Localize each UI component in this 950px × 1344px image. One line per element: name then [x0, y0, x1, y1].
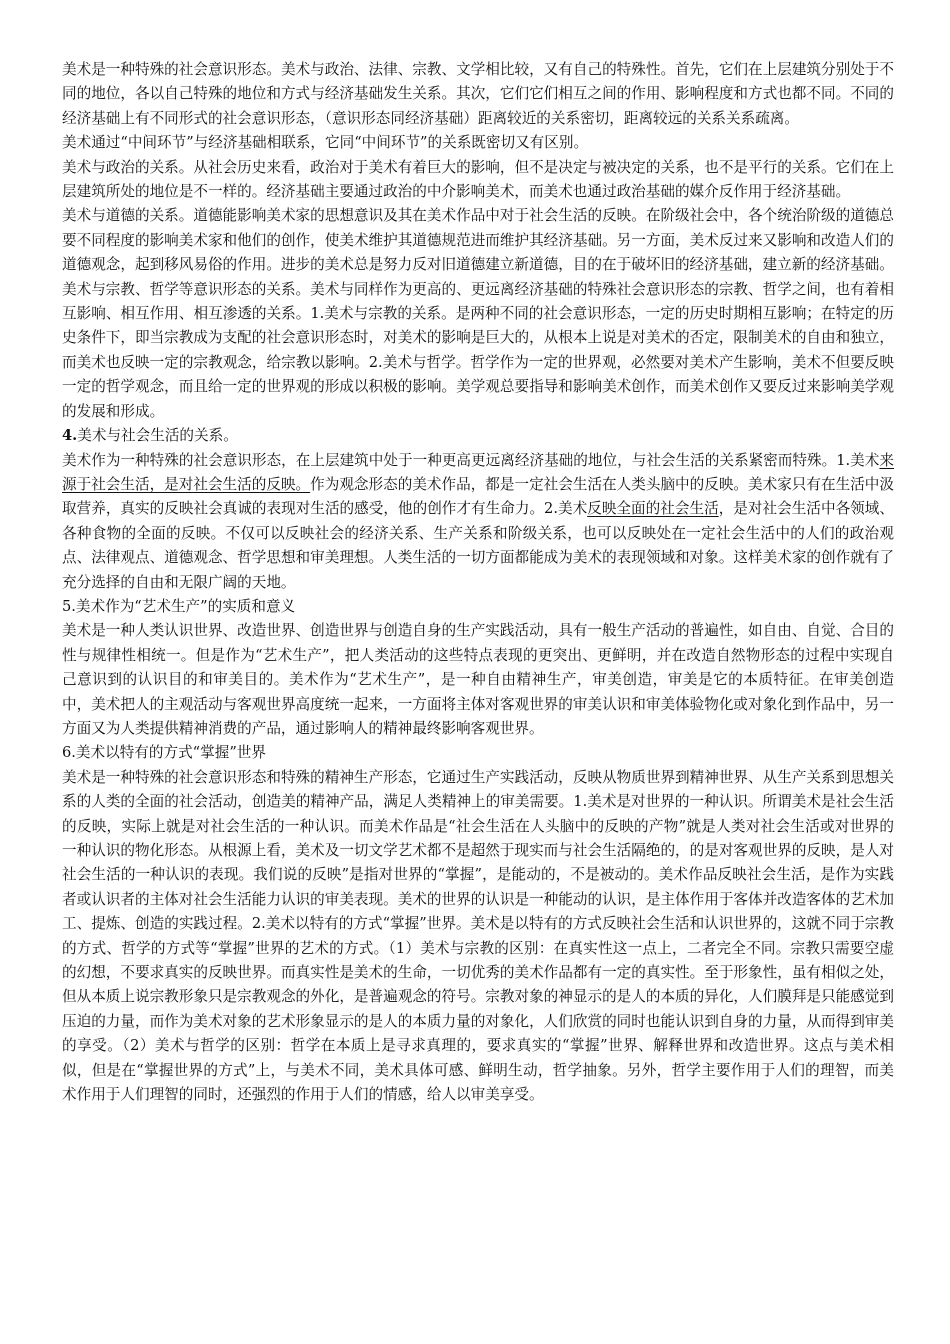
paragraph-art-morality: 美术与道德的关系。道德能影响美术家的思想意识及其在美术作品中对于社会生活的反映。在阶级社会中，各个统治阶级的道德总要不同程度的影响美术家和他们的创作，使美术维护其道德规范进而维护其经济基础。另一方面，美术反过来又影响和改造人们的道德观念，起到移风易俗的作用。进步的美术总是努力反对旧道德建立新道德，目的在于破坏旧的经济基础，建立新的经济基础。 [62, 207, 894, 274]
section-5-heading: 5.美术作为“艺术生产”的实质和意义 [62, 597, 296, 615]
section-6-heading: 6.美术以特有的方式“掌握”世界 [62, 744, 266, 762]
paragraph-art-religion-philosophy: 美术与宗教、哲学等意识形态的关系。美术与同样作为更高的、更远离经济基础的特殊社会意识形态的宗教、哲学之间，也有着相互影响、相互作用、相互渗透的关系。1.美术与宗教的关系。是两种不同的社会意识形态，一定的历史时期相互影响；在特定的历史条件下，即当宗教成为支配的社会意识形态时，对美术的影响是巨大的，从根本上说是对美术的否定，限制美术的自由和独立，而美术也反映一定的宗教观念，给宗教以影响。2.美术与哲学。哲学作为一定的世界观，必然要对美术产生影响，美术不但要反映一定的哲学观念，而且给一定的世界观的形成以积极的影响。美学观总要指导和影响美术创作，而美术创作又要反过来影响美学观的发展和形成。 [62, 280, 894, 420]
section-4-text-b: 作为观念形态的美术作品，都是一定社会生活在人类头脑中的反映。美术家只有在生活中汲取营养，真实的反映社会真诚的表现对生活的感受，他的创作才有生命力。2.美术 [62, 475, 894, 518]
section-4-underlined-1: 来源于社会生活，是对社会生活的反映。 [62, 451, 894, 493]
document-page [62, 58, 894, 1107]
section-6-paragraph: 美术是一种特殊的社会意识形态和特殊的精神生产形态，它通过生产实践活动，反映从物质世界到精神世界、从生产关系到思想关系的人类的全面的社会活动，创造美的精神产品，满足人类精神上的审美需要。1.美术是对世界的一种认识。所谓美术是社会生活的反映，实际上就是对社会生活的一种认识。而美术作品是“社会生活在人头脑中的反映的产物”就是人类对社会生活或对世界的一种认识的物化形态。从根源上看，美术及一切文学艺术都不是超然于现实而与社会生活隔绝的，的是对客观世界的反映，是人对社会生活的一种认识的表现。我们说的反映”是指对世界的“掌握”，是能动的，不是被动的。美术作品反映社会生活，是作为实践者或认识者的主体对社会生活能力认识的审美表现。美术的世界的认识是一种能动的认识，是主体作用于客体并改造客体的艺术加工、提炼、创造的实践过程。2.美术以特有的方式“掌握”世界。美术是以特有的方式反映社会生活和认识世界的，这就不同于宗教的方式、哲学的方式等“掌握”世界的艺术的方式。（1）美术与宗教的区别：在真实性这一点上，二者完全不同。宗教只需要空虚的幻想，不要求真实的反映世界。而真实性是美术的生命，一切优秀的美术作品都有一定的真实性。至于形象性，虽有相似之处，但从本质上说宗教形象只是宗教观念的外化，是普遍观念的符号。宗教对象的神显示的是人的本质的异化，人们膜拜是只能感觉到压迫的力量，而作为美术对象的艺术形象显示的是人的本质力量的对象化，人们欣赏的同时也能认识到自身的力量，从而得到审美的享受。（2）美术与哲学的区别：哲学在本质上是寻求真理的，要求真实的“掌握”世界、解释世界和改造世界。这点与美术相似，但是在“掌握世界的方式”上，与美术不同，美术具体可感、鲜明生动，哲学抽象。另外，哲学主要作用于人们的理智，而美术作用于人们理智的同时，还强烈的作用于人们的情感，给人以审美享受。 [62, 768, 894, 1104]
section-4-text-a: 美术作为一种特殊的社会意识形态，在上层建筑中处于一种更高更远离经济基础的地位，与社会生活的关系紧密而特殊。1.美术 [62, 451, 880, 469]
section-4-underlined-2: 反映全面的社会生活 [587, 500, 719, 518]
paragraph-art-politics: 美术与政治的关系。从社会历史来看，政治对于美术有着巨大的影响，但不是决定与被决定的关系，也不是平行的关系。它们在上层建筑所处的地位是不一样的。经济基础主要通过政治的中介影响美术，而美术也通过政治基础的媒介反作用于经济基础。 [62, 158, 894, 201]
section-4-paragraph [62, 449, 894, 595]
section-4-text-c: ，是对社会生活中各领域、各种食物的全面的反映。不仅可以反映社会的经济关系、生产关系和阶级关系，也可以反映处在一定社会生活中的人们的政治观点、法律观点、道德观念、哲学思想和审美理想。人类生活的一切方面都能成为美术的表现领域和对象。这样美术家的创作就有了充分选择的自由和无限广阔的天地。 [62, 500, 894, 591]
section-5-paragraph: 美术是一种人类认识世界、改造世界、创造世界与创造自身的生产实践活动，具有一般生产活动的普遍性，如自由、自觉、合目的性与规律性相统一。但是作为“艺术生产”，把人类活动的这些特点表现的更突出、更鲜明，并在改造自然物形态的过程中实现自己意识到的认识目的和审美目的。美术作为“艺术生产”，是一种自由精神生产，审美创造，审美是它的本质特征。在审美创造中，美术把人的主观活动与客观世界高度统一起来，一方面将主体对客观世界的审美认识和审美体验物化或对象化到作品中，另一方面又为人类提供精神消费的产品，通过影响人的精神最终影响客观世界。 [62, 622, 894, 737]
section-4-number: 4. [62, 427, 78, 445]
section-4-heading [62, 424, 894, 448]
paragraph-art-ideology: 美术是一种特殊的社会意识形态。美术与政治、法律、宗教、文学相比较，又有自己的特殊性。首先，它们在上层建筑分别处于不同的地位，各以自己特殊的地位和方式与经济基础发生关系。其次，它们它们相互之间的作用、影响程度和方式也都不同。不同的经济基础上有不同形式的社会意识形态，（意识形态同经济基础）距离较近的关系密切，距离较远的关系关系疏离。 [62, 61, 894, 127]
section-4-title: 美术与社会生活的关系。 [77, 427, 238, 445]
paragraph-intermediate-link: 美术通过“中间环节”与经济基础相联系，它同“中间环节”的关系既密切又有区别。 [62, 134, 589, 152]
